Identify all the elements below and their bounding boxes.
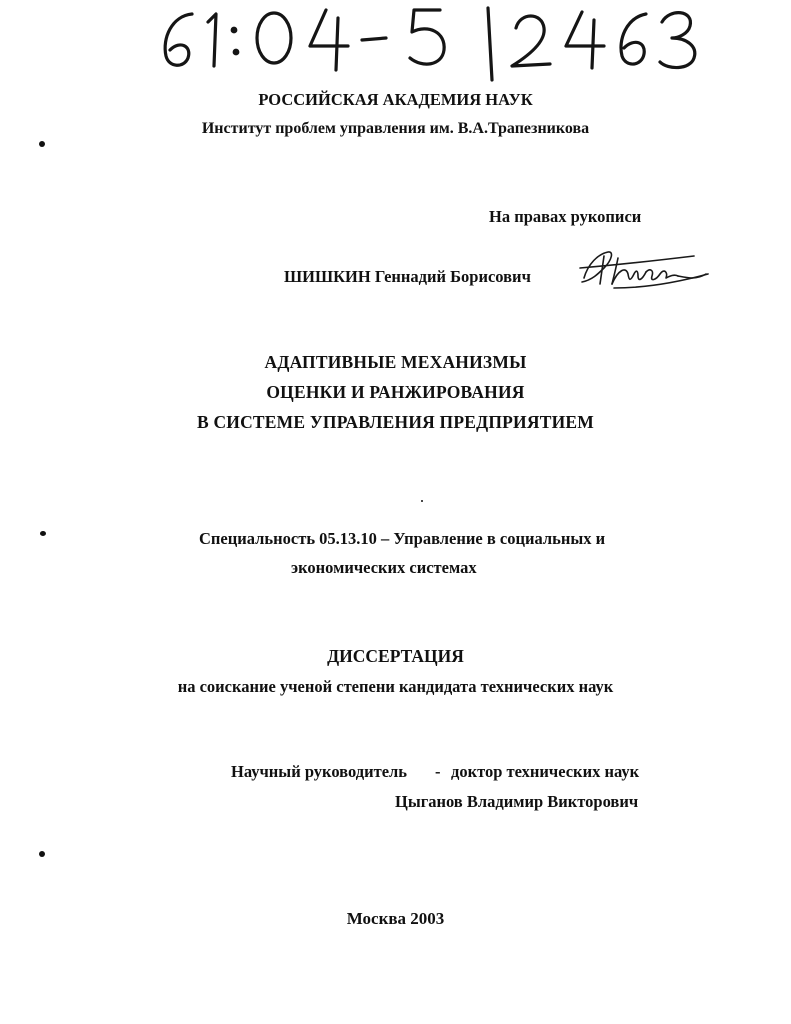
scan-speck xyxy=(39,141,45,147)
institute-name: Институт проблем управления им. В.А.Трапезникова xyxy=(201,120,590,137)
academy-name: РОССИЙСКАЯ АКАДЕМИЯ НАУК xyxy=(258,90,533,109)
specialty-line-2: экономических системах xyxy=(291,558,477,577)
title-line-1: АДАПТИВНЫЕ МЕХАНИЗМЫ xyxy=(264,352,527,372)
specialty-line-1: Специальность 05.13.10 – Управление в социальных и xyxy=(199,529,606,548)
supervisor-label: Научный руководитель xyxy=(231,762,407,781)
supervisor-name: Цыганов Владимир Викторович xyxy=(395,792,639,811)
scan-speck xyxy=(39,851,45,857)
degree-statement: на соискание ученой степени кандидата технических наук xyxy=(177,677,614,696)
scan-speck xyxy=(421,500,423,502)
title-line-3: В СИСТЕМЕ УПРАВЛЕНИЯ ПРЕДПРИЯТИЕМ xyxy=(197,412,594,432)
work-type: ДИССЕРТАЦИЯ xyxy=(327,646,464,666)
handwritten-archive-number xyxy=(150,0,710,95)
supervisor-degree: доктор технических наук xyxy=(451,762,640,781)
author-name: ШИШКИН Геннадий Борисович xyxy=(284,267,531,286)
title-line-2: ОЦЕНКИ И РАНЖИРОВАНИЯ xyxy=(266,382,525,402)
scan-speck xyxy=(40,531,46,536)
supervisor-separator: - xyxy=(435,762,441,781)
manuscript-rights-note: На правах рукописи xyxy=(489,207,642,226)
city-year: Москва 2003 xyxy=(346,909,445,928)
author-signature xyxy=(574,244,714,292)
